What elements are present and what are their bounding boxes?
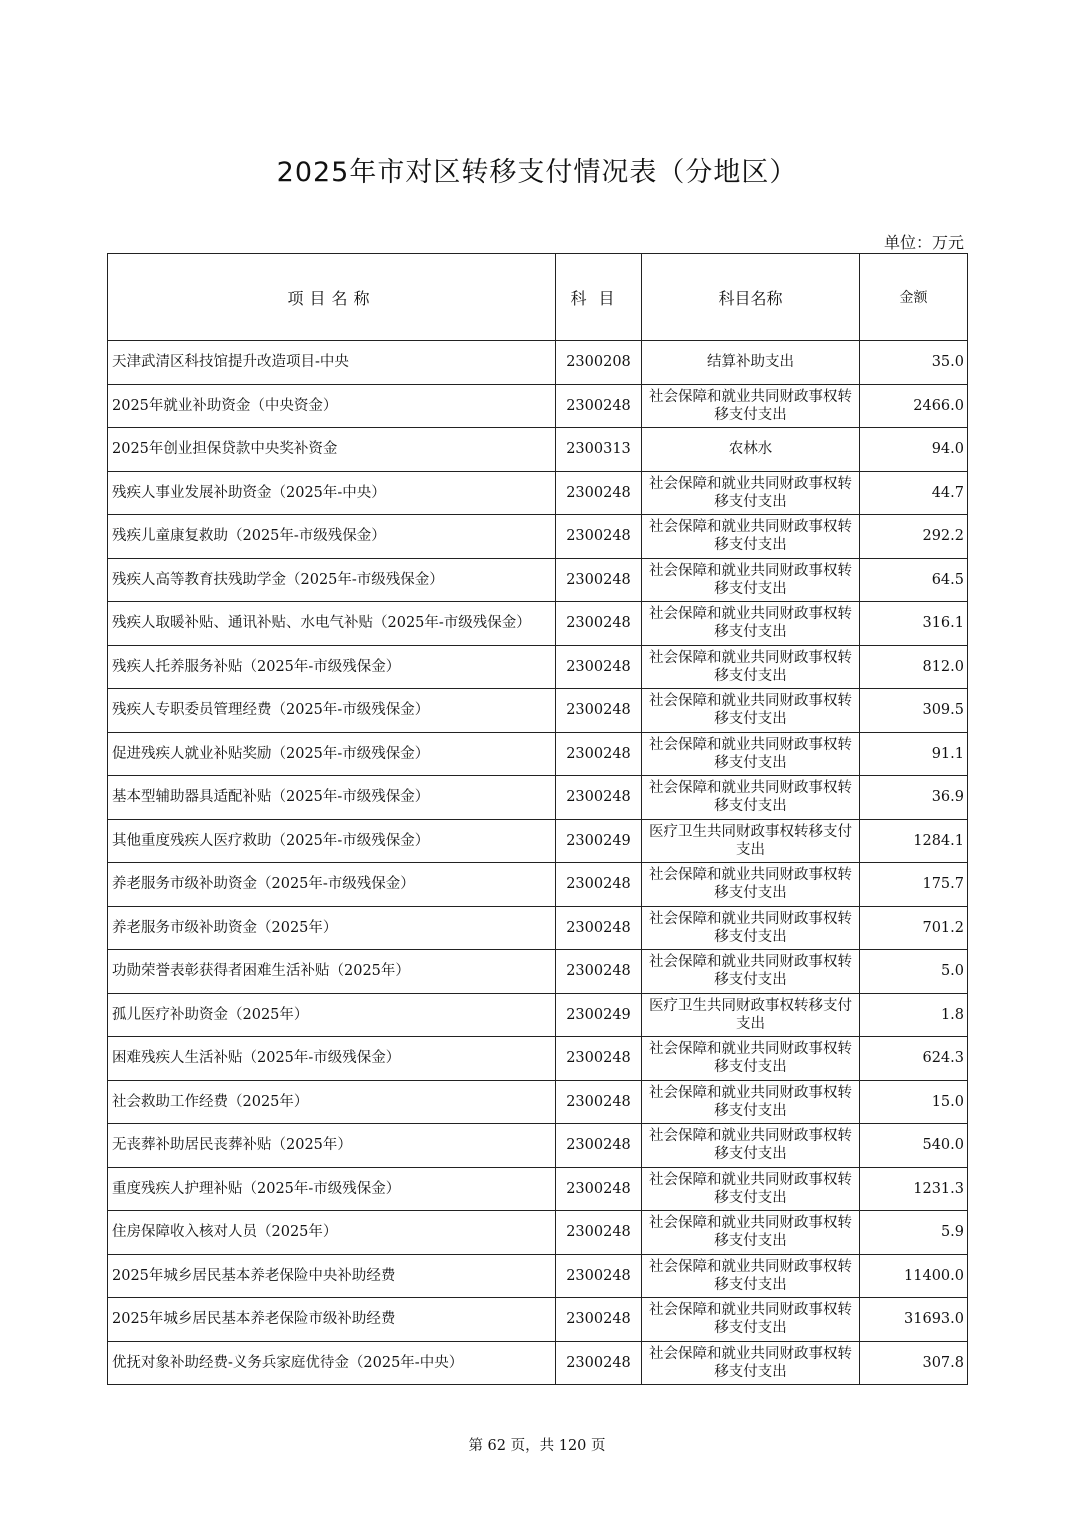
table-row (108, 1254, 968, 1298)
row-subject-code: 2300248 (556, 689, 642, 733)
row-subject-name: 社会保障和就业共同财政事权转移支付支出 (642, 689, 860, 733)
row-project-name: 2025年城乡居民基本养老保险中央补助经费 (108, 1254, 556, 1298)
row-amount: 91.1 (860, 732, 968, 776)
row-project-name: 残疾人事业发展补助资金（2025年-中央） (108, 471, 556, 515)
row-project-name: 优抚对象补助经费-义务兵家庭优待金（2025年-中央） (108, 1341, 556, 1385)
row-subject-name: 社会保障和就业共同财政事权转移支付支出 (642, 863, 860, 907)
table-row (108, 1080, 968, 1124)
page-footer: 第 62 页，共 120 页 (468, 1438, 606, 1454)
row-subject-code: 2300248 (556, 950, 642, 994)
row-project-name: 2025年创业担保贷款中央奖补资金 (108, 428, 556, 472)
row-amount: 1231.3 (860, 1167, 968, 1211)
row-amount: 11400.0 (860, 1254, 968, 1298)
row-amount: 2466.0 (860, 384, 968, 428)
row-subject-code: 2300248 (556, 1298, 642, 1342)
row-subject-name: 社会保障和就业共同财政事权转移支付支出 (642, 384, 860, 428)
row-subject-name: 社会保障和就业共同财政事权转移支付支出 (642, 732, 860, 776)
row-subject-name: 社会保障和就业共同财政事权转移支付支出 (642, 1341, 860, 1385)
row-project-name: 促进残疾人就业补贴奖励（2025年-市级残保金） (108, 732, 556, 776)
header-subject-code: 科目 (556, 254, 642, 341)
table-row (108, 428, 968, 472)
table-row (108, 993, 968, 1037)
row-amount: 812.0 (860, 645, 968, 689)
row-amount: 35.0 (860, 341, 968, 385)
row-subject-name: 社会保障和就业共同财政事权转移支付支出 (642, 471, 860, 515)
table-row (108, 776, 968, 820)
row-amount: 316.1 (860, 602, 968, 646)
row-amount: 307.8 (860, 1341, 968, 1385)
row-subject-code: 2300249 (556, 819, 642, 863)
table-row (108, 863, 968, 907)
row-subject-code: 2300248 (556, 471, 642, 515)
row-project-name: 残疾人专职委员管理经费（2025年-市级残保金） (108, 689, 556, 733)
row-subject-code: 2300248 (556, 1341, 642, 1385)
table-row (108, 950, 968, 994)
table-row (108, 906, 968, 950)
table-row (108, 515, 968, 559)
row-amount: 309.5 (860, 689, 968, 733)
row-subject-name: 医疗卫生共同财政事权转移支付支出 (642, 819, 860, 863)
row-subject-name: 结算补助支出 (642, 341, 860, 385)
row-project-name: 住房保障收入核对人员（2025年） (108, 1211, 556, 1255)
table-row (108, 819, 968, 863)
table-row (108, 1124, 968, 1168)
row-subject-code: 2300248 (556, 863, 642, 907)
row-amount: 5.9 (860, 1211, 968, 1255)
row-project-name: 其他重度残疾人医疗救助（2025年-市级残保金） (108, 819, 556, 863)
row-subject-code: 2300248 (556, 776, 642, 820)
row-project-name: 孤儿医疗补助资金（2025年） (108, 993, 556, 1037)
row-project-name: 功勋荣誉表彰获得者困难生活补贴（2025年） (108, 950, 556, 994)
table-row (108, 1341, 968, 1385)
row-subject-name: 社会保障和就业共同财政事权转移支付支出 (642, 1167, 860, 1211)
row-amount: 1.8 (860, 993, 968, 1037)
row-subject-code: 2300208 (556, 341, 642, 385)
row-subject-code: 2300248 (556, 1037, 642, 1081)
row-subject-code: 2300248 (556, 906, 642, 950)
row-project-name: 残疾人托养服务补贴（2025年-市级残保金） (108, 645, 556, 689)
transfer-payment-table (107, 253, 968, 1385)
row-subject-name: 社会保障和就业共同财政事权转移支付支出 (642, 1124, 860, 1168)
header-project-name: 项目名称 (108, 254, 556, 341)
row-amount: 94.0 (860, 428, 968, 472)
row-amount: 44.7 (860, 471, 968, 515)
row-subject-code: 2300248 (556, 1167, 642, 1211)
row-subject-name: 医疗卫生共同财政事权转移支付支出 (642, 993, 860, 1037)
row-project-name: 无丧葬补助居民丧葬补贴（2025年） (108, 1124, 556, 1168)
row-project-name: 养老服务市级补助资金（2025年-市级残保金） (108, 863, 556, 907)
row-amount: 175.7 (860, 863, 968, 907)
header-amount: 金额 (860, 254, 968, 341)
row-subject-code: 2300248 (556, 1080, 642, 1124)
row-project-name: 基本型辅助器具适配补贴（2025年-市级残保金） (108, 776, 556, 820)
row-subject-code: 2300248 (556, 558, 642, 602)
row-subject-code: 2300248 (556, 515, 642, 559)
row-project-name: 困难残疾人生活补贴（2025年-市级残保金） (108, 1037, 556, 1081)
row-subject-name: 社会保障和就业共同财政事权转移支付支出 (642, 1211, 860, 1255)
row-amount: 1284.1 (860, 819, 968, 863)
row-project-name: 2025年就业补助资金（中央资金） (108, 384, 556, 428)
table-row (108, 732, 968, 776)
table-row (108, 558, 968, 602)
row-subject-name: 社会保障和就业共同财政事权转移支付支出 (642, 1037, 860, 1081)
table-row (108, 602, 968, 646)
row-project-name: 社会救助工作经费（2025年） (108, 1080, 556, 1124)
row-project-name: 天津武清区科技馆提升改造项目-中央 (108, 341, 556, 385)
row-subject-code: 2300248 (556, 602, 642, 646)
row-subject-code: 2300248 (556, 1254, 642, 1298)
row-project-name: 残疾人高等教育扶残助学金（2025年-市级残保金） (108, 558, 556, 602)
table-header-row (108, 254, 968, 341)
row-subject-code: 2300248 (556, 732, 642, 776)
table-row (108, 341, 968, 385)
row-project-name: 养老服务市级补助资金（2025年） (108, 906, 556, 950)
row-project-name: 重度残疾人护理补贴（2025年-市级残保金） (108, 1167, 556, 1211)
table-row (108, 645, 968, 689)
row-subject-name: 社会保障和就业共同财政事权转移支付支出 (642, 558, 860, 602)
table-row (108, 1167, 968, 1211)
table-row (108, 471, 968, 515)
row-subject-name: 社会保障和就业共同财政事权转移支付支出 (642, 515, 860, 559)
row-subject-name: 社会保障和就业共同财政事权转移支付支出 (642, 906, 860, 950)
table-row (108, 1211, 968, 1255)
page-title: 2025年市对区转移支付情况表（分地区） (276, 157, 798, 188)
row-subject-name: 社会保障和就业共同财政事权转移支付支出 (642, 950, 860, 994)
header-subject-name: 科目名称 (642, 254, 860, 341)
table-row (108, 1298, 968, 1342)
row-amount: 292.2 (860, 515, 968, 559)
row-subject-name: 社会保障和就业共同财政事权转移支付支出 (642, 1298, 860, 1342)
table-row (108, 384, 968, 428)
row-amount: 15.0 (860, 1080, 968, 1124)
row-subject-name: 社会保障和就业共同财政事权转移支付支出 (642, 602, 860, 646)
row-subject-code: 2300313 (556, 428, 642, 472)
row-subject-code: 2300249 (556, 993, 642, 1037)
row-amount: 64.5 (860, 558, 968, 602)
row-amount: 5.0 (860, 950, 968, 994)
table-row (108, 1037, 968, 1081)
row-subject-code: 2300248 (556, 645, 642, 689)
row-subject-name: 社会保障和就业共同财政事权转移支付支出 (642, 1254, 860, 1298)
row-project-name: 残疾人取暖补贴、通讯补贴、水电气补贴（2025年-市级残保金） (108, 602, 556, 646)
row-subject-code: 2300248 (556, 1211, 642, 1255)
unit-label: 单位：万元 (883, 233, 964, 252)
row-subject-name: 社会保障和就业共同财政事权转移支付支出 (642, 1080, 860, 1124)
row-amount: 624.3 (860, 1037, 968, 1081)
row-subject-code: 2300248 (556, 1124, 642, 1168)
row-subject-name: 社会保障和就业共同财政事权转移支付支出 (642, 776, 860, 820)
table-row (108, 689, 968, 733)
row-subject-code: 2300248 (556, 384, 642, 428)
row-subject-name: 农林水 (642, 428, 860, 472)
row-subject-name: 社会保障和就业共同财政事权转移支付支出 (642, 645, 860, 689)
row-amount: 701.2 (860, 906, 968, 950)
row-amount: 540.0 (860, 1124, 968, 1168)
row-amount: 36.9 (860, 776, 968, 820)
row-project-name: 残疾儿童康复救助（2025年-市级残保金） (108, 515, 556, 559)
row-project-name: 2025年城乡居民基本养老保险市级补助经费 (108, 1298, 556, 1342)
row-amount: 31693.0 (860, 1298, 968, 1342)
